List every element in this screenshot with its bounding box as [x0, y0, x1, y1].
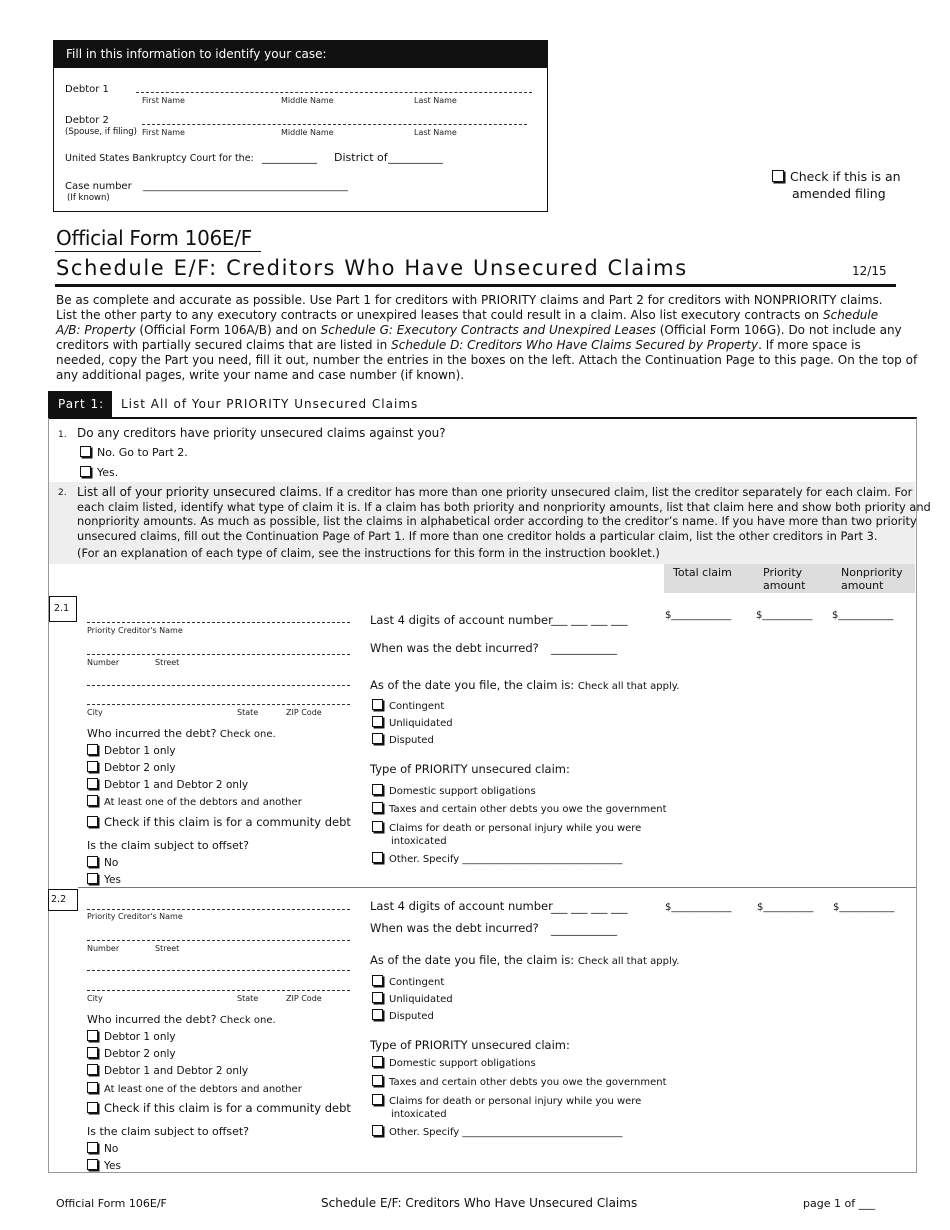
unliquidated-option[interactable]: Unliquidated — [372, 992, 453, 1005]
account-number-label: Last 4 digits of account number — [370, 613, 553, 627]
contingent-option[interactable]: Contingent — [372, 699, 444, 712]
last-name-caption: Last Name — [414, 96, 457, 105]
offset-yes-option[interactable]: Yes — [87, 1159, 121, 1172]
case-number-field[interactable]: _________________________________________ — [143, 181, 348, 192]
debtor2-label: Debtor 2 — [65, 115, 109, 126]
part1-label: Part 1: — [48, 391, 112, 418]
checkbox-icon — [372, 992, 383, 1003]
court-label: United States Bankruptcy Court for the: — [65, 153, 254, 164]
state-caption: State — [237, 708, 259, 717]
street-field[interactable] — [87, 940, 350, 941]
footer-title: Schedule E/F: Creditors Who Have Unsecured Claims — [321, 1196, 638, 1210]
q1-yes-option[interactable]: Yes. — [80, 466, 118, 479]
checkbox-icon — [772, 170, 784, 182]
amended-filing-checkbox[interactable] — [772, 168, 901, 202]
city-state-zip-field[interactable] — [87, 990, 350, 991]
city-caption: City — [87, 994, 103, 1003]
taxes-option[interactable]: Taxes and certain other debts you owe the government — [372, 802, 667, 815]
form-date: 12/15 — [852, 264, 887, 278]
checkbox-icon — [87, 1082, 98, 1093]
street-field[interactable] — [87, 654, 350, 655]
domestic-support-option[interactable]: Domestic support obligations — [372, 784, 536, 797]
last-name-caption: Last Name — [414, 128, 457, 137]
checkbox-icon — [87, 795, 98, 806]
creditor-name-field[interactable] — [87, 622, 350, 623]
contingent-option[interactable]: Contingent — [372, 975, 444, 988]
q1-no-option[interactable]: No. Go to Part 2. — [80, 446, 188, 459]
district-field[interactable]: __________ — [388, 151, 443, 164]
checkbox-icon — [87, 856, 98, 867]
debtor1-name-field[interactable] — [136, 92, 532, 93]
address-line2-field[interactable] — [87, 970, 350, 971]
community-debt-checkbox[interactable]: Check if this claim is for a community debt — [87, 1101, 351, 1115]
nonpriority-amount-field[interactable]: $___________ — [832, 610, 894, 621]
checkbox-icon — [87, 873, 98, 884]
debtor2-sub: (Spouse, if filing) — [65, 127, 137, 137]
city-caption: City — [87, 708, 103, 717]
checkbox-icon — [372, 1009, 383, 1020]
column-total-claim: Total claim — [673, 566, 732, 579]
column-nonpriority-amount: Nonpriority amount — [841, 566, 903, 592]
state-caption: State — [237, 994, 259, 1003]
part1-title: List All of Your PRIORITY Unsecured Claims — [121, 397, 419, 411]
claim-status-label: As of the date you file, the claim is: Check all that apply. — [370, 678, 680, 692]
debtor2-only-option[interactable]: Debtor 2 only — [87, 761, 176, 774]
debtor1-only-option[interactable]: Debtor 1 only — [87, 1030, 176, 1043]
claim-type-label: Type of PRIORITY unsecured claim: — [370, 762, 570, 776]
debt-incurred-field[interactable]: ____________ — [551, 923, 617, 936]
death-injury-option[interactable]: Claims for death or personal injury while you were intoxicated — [372, 1094, 641, 1121]
account-number-field[interactable]: ___ ___ ___ ___ — [551, 613, 628, 626]
checkbox-icon — [87, 1142, 98, 1153]
checkbox-icon — [87, 1047, 98, 1058]
offset-no-option[interactable]: No — [87, 1142, 118, 1155]
amended-line2: amended filing — [792, 186, 886, 201]
district-label: District of — [334, 151, 388, 164]
checkbox-icon — [372, 733, 383, 744]
account-number-field[interactable]: ___ ___ ___ ___ — [551, 901, 628, 914]
checkbox-icon — [87, 761, 98, 772]
q1-number: 1. — [58, 430, 67, 440]
debtor2-name-field[interactable] — [142, 124, 527, 125]
creditor-name-caption: Priority Creditor's Name — [87, 912, 183, 921]
q1-question: Do any creditors have priority unsecured claims against you? — [77, 426, 446, 440]
domestic-support-option[interactable]: Domestic support obligations — [372, 1056, 536, 1069]
column-priority-amount: Priority amount — [763, 566, 806, 592]
case-number-sub: (If known) — [67, 193, 110, 203]
other-specify-option[interactable]: Other. Specify ________________________________ — [372, 1125, 622, 1138]
debt-incurred-label: When was the debt incurred? — [370, 921, 539, 935]
checkbox-icon — [80, 446, 91, 457]
creditor-name-field[interactable] — [87, 909, 350, 910]
checkbox-icon — [87, 1102, 98, 1113]
checkbox-icon — [87, 778, 98, 789]
checkbox-icon — [87, 816, 98, 827]
claim-type-label: Type of PRIORITY unsecured claim: — [370, 1038, 570, 1052]
checkbox-icon — [87, 1030, 98, 1041]
claim-divider — [78, 887, 916, 888]
debtor1-label: Debtor 1 — [65, 84, 109, 95]
total-claim-field[interactable]: $____________ — [665, 902, 732, 913]
debt-incurred-field[interactable]: ____________ — [551, 642, 617, 655]
creditor-name-caption: Priority Creditor's Name — [87, 626, 183, 635]
middle-name-caption: Middle Name — [281, 96, 334, 105]
checkbox-icon — [372, 852, 383, 863]
form-number-rule — [55, 251, 261, 252]
checkbox-icon — [372, 1056, 383, 1067]
middle-name-caption: Middle Name — [281, 128, 334, 137]
offset-question: Is the claim subject to offset? — [87, 839, 249, 852]
checkbox-icon — [87, 1064, 98, 1075]
account-number-label: Last 4 digits of account number — [370, 899, 553, 913]
debtor1-only-option[interactable]: Debtor 1 only — [87, 744, 176, 757]
who-incurred-label: Who incurred the debt? Check one. — [87, 1013, 276, 1026]
unliquidated-option[interactable]: Unliquidated — [372, 716, 453, 729]
number-caption: Number — [87, 944, 120, 953]
city-state-zip-field[interactable] — [87, 704, 350, 705]
total-claim-field[interactable]: $____________ — [665, 610, 732, 621]
instructions: Be as complete and accurate as possible. Use Part 1 for creditors with PRIORITY claims and Part 2 for creditors with NONPRIORITY claims. List the other party to any executory contracts or unexpired leases that could result in a claim. Also list executory contracts on Schedule A/B: Property (Official Form 106A/B) and on Schedule G: Executory Contracts and Unexpired Leases (Official Form 106G). Do not include any creditors with partially secured claims that are listed in Schedule D: Creditors Who Have Claims Secured by Property. If more space is needed, copy the Part you need, fill it out, number the entries in the boxes on the left. Attach the Continuation Page to this page. On the top of any additional pages, write your name and case number (if known). — [56, 293, 918, 382]
checkbox-icon — [372, 821, 383, 832]
checkbox-icon — [372, 975, 383, 986]
amended-line1: Check if this is an — [790, 169, 901, 184]
debtor2-only-option[interactable]: Debtor 2 only — [87, 1047, 176, 1060]
zip-caption: ZIP Code — [286, 708, 322, 717]
checkbox-icon — [372, 699, 383, 710]
checkbox-icon — [372, 1075, 383, 1086]
street-caption: Street — [155, 658, 180, 667]
debtor1-and-debtor2-option[interactable]: Debtor 1 and Debtor 2 only — [87, 1064, 248, 1077]
at-least-one-debtor-option[interactable]: At least one of the debtors and another — [87, 1082, 302, 1095]
case-id-header: Fill in this information to identify your case: — [54, 41, 547, 68]
debt-incurred-label: When was the debt incurred? — [370, 641, 539, 655]
offset-yes-option[interactable]: Yes — [87, 873, 121, 886]
who-incurred-label: Who incurred the debt? Check one. — [87, 727, 276, 740]
priority-amount-field[interactable]: $__________ — [757, 902, 814, 913]
priority-amount-field[interactable]: $__________ — [756, 610, 813, 621]
title-rule — [55, 284, 896, 287]
claim-number: 2.2 — [48, 889, 78, 911]
first-name-caption: First Name — [142, 96, 185, 105]
footer-form-number: Official Form 106E/F — [56, 1197, 167, 1210]
footer-page-number: page 1 of ___ — [803, 1197, 876, 1210]
checkbox-icon — [372, 1094, 383, 1105]
q2-text: List all of your priority unsecured claims. If a creditor has more than one priority unsecured claim, list the creditor separately for each claim. For each claim listed, identify what type of claim it is. If a claim has both priority and nonpriority amounts, list that claim here and show both priority and nonpriority amounts. As much as possible, list the claims in alphabetical order according to the creditor’s name. If you have more than two priority unsecured claims, fill out the Continuation Page of Part 1. If more than one creditor holds a particular claim, list the other creditors in Part 3. (For an explanation of each type of claim, see the instructions for this form in the instruction booklet.) — [77, 485, 931, 560]
other-specify-option[interactable]: Other. Specify ________________________________ — [372, 852, 622, 865]
offset-no-option[interactable]: No — [87, 856, 118, 869]
checkbox-icon — [80, 466, 91, 477]
address-line2-field[interactable] — [87, 685, 350, 686]
at-least-one-debtor-option[interactable]: At least one of the debtors and another — [87, 795, 302, 808]
death-injury-option[interactable]: Claims for death or personal injury while you were intoxicated — [372, 821, 641, 848]
disputed-option[interactable]: Disputed — [372, 733, 434, 746]
claim-status-label: As of the date you file, the claim is: Check all that apply. — [370, 953, 680, 967]
q2-number: 2. — [58, 488, 67, 498]
page-title: Schedule E/F: Creditors Who Have Unsecured Claims — [56, 256, 688, 280]
case-number-label: Case number — [65, 181, 132, 192]
checkbox-icon — [87, 744, 98, 755]
zip-caption: ZIP Code — [286, 994, 322, 1003]
checkbox-icon — [87, 1159, 98, 1170]
checkbox-icon — [372, 784, 383, 795]
debtor1-and-debtor2-option[interactable]: Debtor 1 and Debtor 2 only — [87, 778, 248, 791]
form-number: Official Form 106E/F — [56, 226, 252, 250]
first-name-caption: First Name — [142, 128, 185, 137]
street-caption: Street — [155, 944, 180, 953]
checkbox-icon — [372, 1125, 383, 1136]
community-debt-checkbox[interactable]: Check if this claim is for a community debt — [87, 815, 351, 829]
offset-question: Is the claim subject to offset? — [87, 1125, 249, 1138]
number-caption: Number — [87, 658, 120, 667]
court-field[interactable]: __________ — [262, 151, 317, 164]
taxes-option[interactable]: Taxes and certain other debts you owe the government — [372, 1075, 667, 1088]
disputed-option[interactable]: Disputed — [372, 1009, 434, 1022]
checkbox-icon — [372, 802, 383, 813]
nonpriority-amount-field[interactable]: $___________ — [833, 902, 895, 913]
checkbox-icon — [372, 716, 383, 727]
claim-number: 2.1 — [49, 596, 77, 622]
